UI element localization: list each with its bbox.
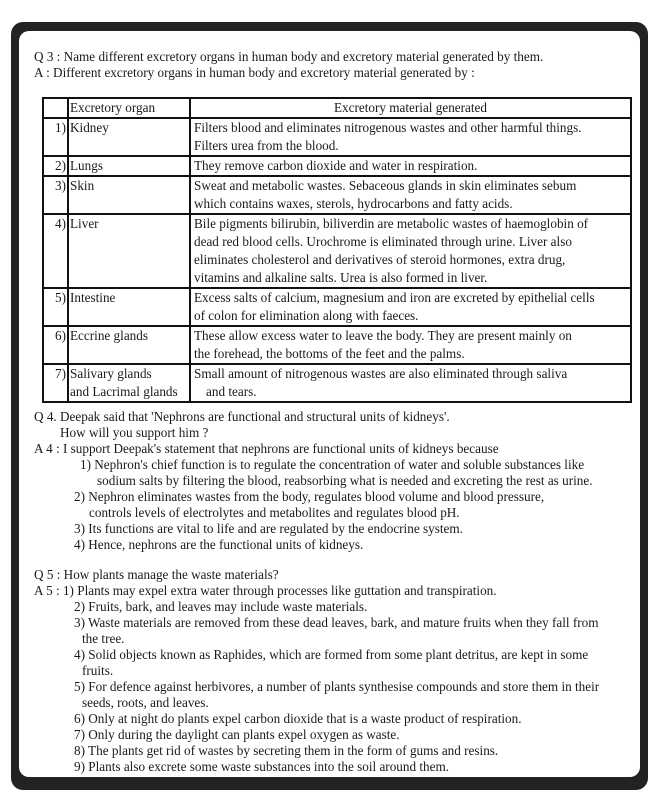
organ-cell: [68, 364, 190, 402]
material-cell: [190, 118, 631, 156]
row-number: 3): [43, 176, 68, 214]
material-line: eliminates cholesterol and derivatives of steroid hormones, extra drug,: [194, 252, 566, 267]
table-row: [43, 176, 631, 214]
table-row: [43, 156, 631, 176]
q5-point: 7) Only during the daylight can plants expel oxygen as waste.: [74, 727, 400, 742]
q3-answer-intro: A : Different excretory organs in human body and excretory material generated by :: [34, 65, 475, 80]
q5-point: 6) Only at night do plants expel carbon dioxide that is a waste product of respiration.: [74, 711, 522, 726]
material-line: Filters urea from the blood.: [194, 138, 339, 153]
excretory-organs-table: [42, 97, 632, 403]
row-number: 7): [43, 364, 68, 402]
material-cell: [190, 156, 631, 176]
q5-point: 5) For defence against herbivores, a number of plants synthesise compounds and store them in their: [74, 679, 600, 694]
q5-point: 9) Plants also excrete some waste substances into the soil around them.: [74, 759, 450, 774]
table-row: [43, 288, 631, 326]
row-number: 1): [43, 118, 68, 156]
header-material: Excretory material generated: [190, 98, 631, 118]
material-line: Bile pigments bilirubin, biliverdin are metabolic wastes of haemoglobin of: [194, 216, 589, 231]
header-organ: Excretory organ: [68, 98, 190, 118]
row-number: 6): [43, 326, 68, 364]
organ-cell: Intestine: [68, 288, 190, 326]
material-cell: [190, 288, 631, 326]
q5-point-cont: the tree.: [82, 631, 125, 646]
row-number: 4): [43, 214, 68, 288]
q5-question: Q 5 : How plants manage the waste materials?: [34, 567, 279, 582]
table-row: [43, 326, 631, 364]
q5-answer-first: [34, 583, 634, 599]
material-line: Excess salts of calcium, magnesium and iron are excreted by epithelial cells: [194, 290, 595, 305]
q5-point: 8) The plants get rid of wastes by secreting them in the form of gums and resins.: [74, 743, 499, 758]
table-row: [43, 118, 631, 156]
q4-point: 3) Its functions are vital to life and are regulated by the endocrine system.: [74, 521, 463, 536]
material-line: which contains waxes, sterols, hydrocarbons and fatty acids.: [194, 196, 513, 211]
q4-point: 1) Nephron's chief function is to regulate the concentration of water and soluble substances like: [80, 457, 585, 472]
q4-point-cont: controls levels of electrolytes and metabolites and regulates blood pH.: [89, 505, 460, 520]
material-line: Sweat and metabolic wastes. Sebaceous glands in skin eliminates sebum: [194, 178, 577, 193]
q5-point-cont: seeds, roots, and leaves.: [82, 695, 209, 710]
q5-answer-prefix: A 5 :: [34, 583, 63, 598]
material-line: dead red blood cells. Urochrome is eliminated through urine. Liver also: [194, 234, 572, 249]
material-line: of colon for elimination along with faeces.: [194, 308, 419, 323]
row-number: 5): [43, 288, 68, 326]
material-line: Small amount of nitrogenous wastes are also eliminated through saliva: [194, 366, 568, 381]
q4-question: Q 4. Deepak said that 'Nephrons are functional and structural units of kidneys'.: [34, 409, 450, 424]
material-line: and tears.: [206, 384, 257, 399]
table-row: [43, 364, 631, 402]
material-line: These allow excess water to leave the body. They are present mainly on: [194, 328, 572, 343]
q5-point-cont: fruits.: [82, 663, 114, 678]
q5-point: 1) Plants may expel extra water through processes like guttation and transpiration.: [62, 583, 497, 598]
q4-point: 2) Nephron eliminates wastes from the body, regulates blood volume and blood pressure,: [74, 489, 545, 504]
q4-point-cont: sodium salts by filtering the blood, reabsorbing what is needed and excreting the rest as urine.: [97, 473, 593, 488]
material-cell: [190, 214, 631, 288]
material-line: Filters blood and eliminates nitrogenous wastes and other harmful things.: [194, 120, 582, 135]
organ-cell: Eccrine glands: [68, 326, 190, 364]
material-line: the forehead, the bottoms of the feet and the palms.: [194, 346, 465, 361]
material-cell: [190, 364, 631, 402]
organ-cell: Liver: [68, 214, 190, 288]
organ-cell: Kidney: [68, 118, 190, 156]
organ-cell: Lungs: [68, 156, 190, 176]
organ-line: and Lacrimal glands: [70, 384, 178, 399]
material-line: vitamins and alkaline salts. Urea is also formed in liver.: [194, 270, 488, 285]
q5-point: 3) Waste materials are removed from these dead leaves, bark, and mature fruits when they fall from: [74, 615, 599, 630]
q4-point: 4) Hence, nephrons are the functional units of kidneys.: [74, 537, 364, 552]
q3-question: Q 3 : Name different excretory organs in human body and excretory material generated by them.: [34, 49, 544, 64]
q5-point: 2) Fruits, bark, and leaves may include waste materials.: [74, 599, 368, 614]
material-cell: [190, 326, 631, 364]
organ-cell: Skin: [68, 176, 190, 214]
header-num: [43, 98, 68, 118]
table-header-row: [43, 98, 631, 118]
material-line: They remove carbon dioxide and water in respiration.: [194, 158, 478, 173]
row-number: 2): [43, 156, 68, 176]
q4-answer-intro: A 4 : I support Deepak's statement that nephrons are functional units of kidneys because: [34, 441, 499, 456]
material-cell: [190, 176, 631, 214]
organ-line: Salivary glands: [70, 366, 152, 381]
q4-question-cont: How will you support him ?: [60, 425, 209, 440]
q5-point: 4) Solid objects known as Raphides, which are formed from some plant detritus, are kept in some: [74, 647, 589, 662]
table-row: [43, 214, 631, 288]
